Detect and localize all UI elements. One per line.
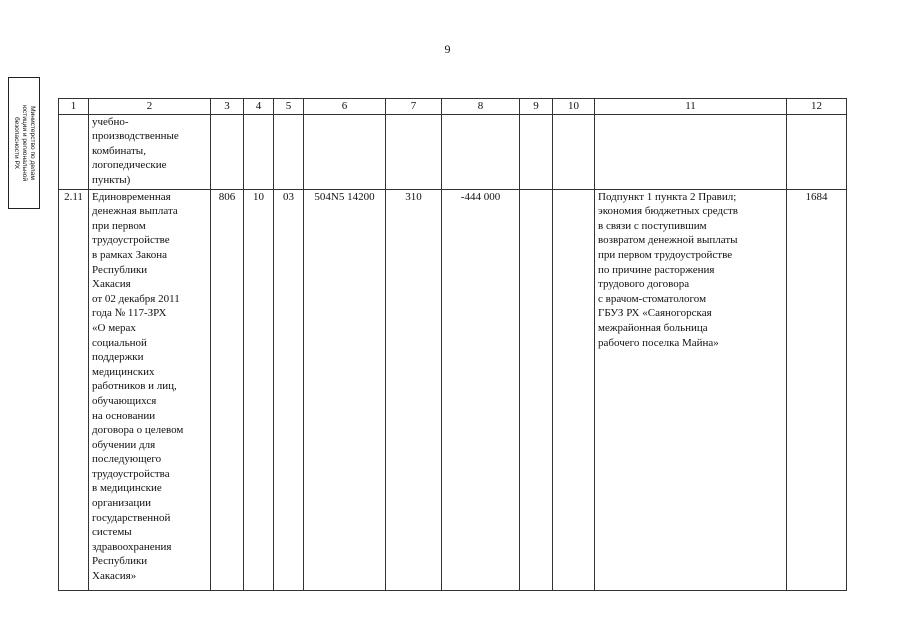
stamp-line: Министерство по делам bbox=[29, 106, 36, 180]
registration-stamp bbox=[8, 77, 40, 209]
column-header: 4 bbox=[244, 99, 274, 115]
table-cell bbox=[386, 114, 442, 189]
column-header: 9 bbox=[520, 99, 553, 115]
table-cell-amount: -444 000 bbox=[442, 189, 520, 590]
table-row-continuation bbox=[59, 114, 847, 189]
budget-table bbox=[58, 98, 847, 591]
column-header: 5 bbox=[274, 99, 304, 115]
table-row bbox=[59, 189, 847, 590]
table-cell bbox=[211, 114, 244, 189]
table-cell bbox=[244, 114, 274, 189]
stamp-line: безопасности РХ bbox=[13, 116, 20, 169]
table-header-row bbox=[59, 99, 847, 115]
table-cell-10 bbox=[553, 189, 595, 590]
stamp-line: юстиции и региональной bbox=[21, 104, 28, 182]
stamp-text bbox=[12, 79, 36, 207]
column-header: 7 bbox=[386, 99, 442, 115]
table-cell-code-3: 806 bbox=[211, 189, 244, 590]
table-cell-12: 1684 bbox=[787, 189, 847, 590]
table-cell bbox=[442, 114, 520, 189]
page-number: 9 bbox=[444, 42, 451, 56]
table-cell-code-5: 03 bbox=[274, 189, 304, 590]
table-cell-name-continuation: учебно- производственные комбинаты, логопедические пункты) bbox=[89, 114, 211, 189]
table-cell bbox=[520, 114, 553, 189]
column-header: 11 bbox=[595, 99, 787, 115]
column-header: 3 bbox=[211, 99, 244, 115]
table-cell bbox=[553, 114, 595, 189]
table-cell-justification: Подпункт 1 пункта 2 Правил; экономия бюджетных средств в связи с поступившим возвратом денежной выплаты при первом трудоустройстве по причине расторжения трудового договора с врачом-стоматологом ГБУЗ РХ «Саяногорская межрайонная больница рабочего поселка Майна» bbox=[595, 189, 787, 590]
column-header: 2 bbox=[89, 99, 211, 115]
table-cell-code-6: 504N5 14200 bbox=[304, 189, 386, 590]
table-cell-code-4: 10 bbox=[244, 189, 274, 590]
table-cell bbox=[787, 114, 847, 189]
column-header: 1 bbox=[59, 99, 89, 115]
column-header: 8 bbox=[442, 99, 520, 115]
table-cell-number: 2.11 bbox=[59, 189, 89, 590]
table-cell bbox=[274, 114, 304, 189]
table-cell bbox=[59, 114, 89, 189]
column-header: 10 bbox=[553, 99, 595, 115]
table-cell bbox=[304, 114, 386, 189]
column-header: 6 bbox=[304, 99, 386, 115]
table-cell-9 bbox=[520, 189, 553, 590]
table-cell bbox=[595, 114, 787, 189]
table-cell-code-7: 310 bbox=[386, 189, 442, 590]
column-header: 12 bbox=[787, 99, 847, 115]
table-cell-name: Единовременная денежная выплата при первом трудоустройстве в рамках Закона Республики Хакасия от 02 декабря 2011 года № 117-ЗРХ «О мерах социальной поддержки медицинских работников и лиц, обучающихся на основании договора о целевом обучении для последующего трудоустройства в медицинские организации государственной системы здравоохранения Республики Хакасия» bbox=[89, 189, 211, 590]
